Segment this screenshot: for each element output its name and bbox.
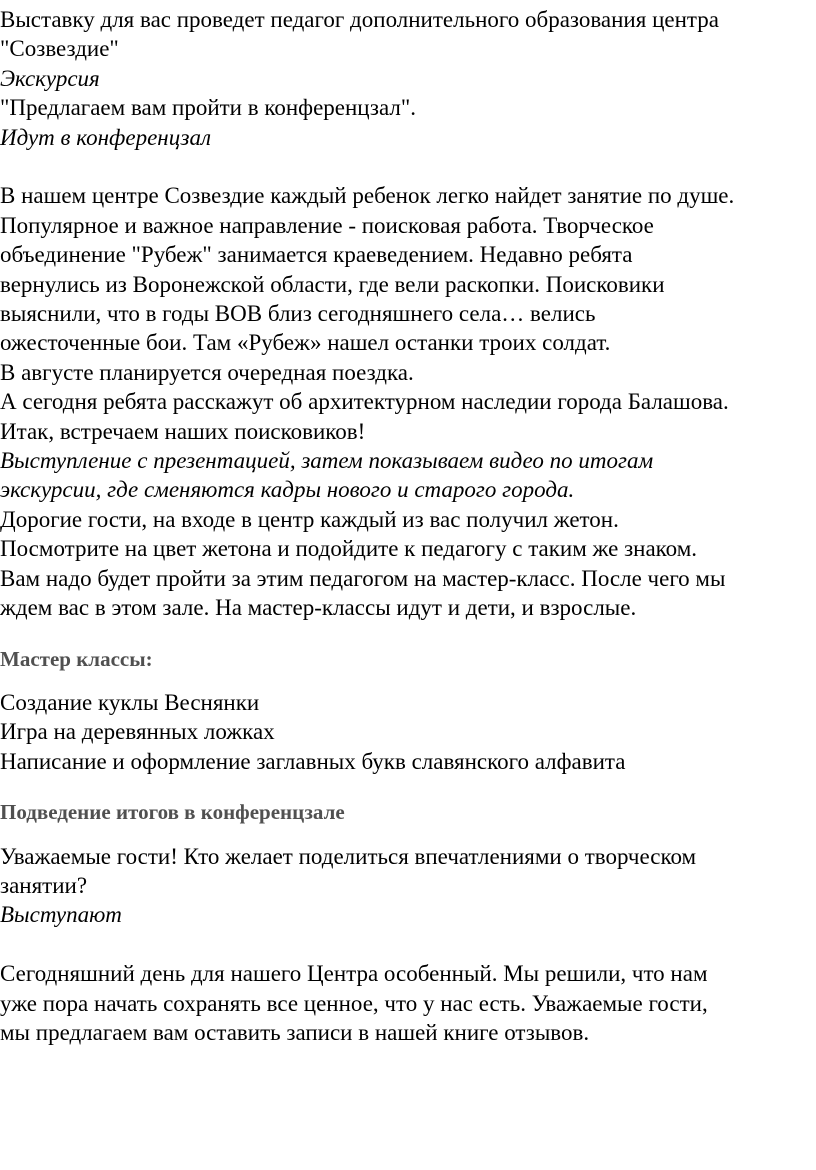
paragraph-line: Популярное и важное направление - поисковая работа. Творческое [0, 212, 654, 238]
stage-direction: Идут в конференцзал [0, 124, 211, 150]
paragraph-line: вернулись из Воронежской области, где вели раскопки. Поисковики [0, 271, 665, 297]
paragraph-spacer [0, 152, 816, 181]
paragraph-line: Вам надо будет пройти за этим педагогом на мастер-класс. После чего мы [0, 565, 726, 591]
section-heading: Мастер классы: [0, 646, 153, 671]
paragraph-line: уже пора начать сохранять все ценное, что у нас есть. Уважаемые гости, [0, 990, 708, 1016]
main-paragraph [0, 181, 816, 622]
paragraph-line: В августе планируется очередная поездка. [0, 359, 414, 385]
paragraph-line: Итак, встречаем наших поисковиков! [0, 418, 366, 444]
heading-spacer [0, 674, 816, 688]
heading-spacer [0, 828, 816, 842]
paragraph-line: мы предлагаем вам оставить записи в нашей книге отзывов. [0, 1019, 590, 1045]
stage-direction: Выступление с презентацией, затем показываем видео по итогам [0, 448, 654, 474]
section-spacer [0, 623, 816, 645]
intro-line: Выставку для вас проведет педагог дополнительного образования центра [0, 7, 719, 32]
paragraph-line: А сегодня ребята расскажут об архитектурном наследии города Балашова. [0, 389, 729, 415]
section-spacer [0, 776, 816, 798]
paragraph-line: ожесточенные бои. Там «Рубеж» нашел останки троих солдат. [0, 330, 611, 356]
paragraph-line: Посмотрите на цвет жетона и подойдите к педагогу с таким же знаком. [0, 536, 698, 562]
intro-section [0, 5, 816, 152]
intro-line: "Предлагаем вам пройти в конференцзал". [0, 95, 416, 121]
paragraph-spacer [0, 930, 816, 959]
intro-line: "Созвездие" [0, 36, 119, 62]
paragraph-line: Сегодняшний день для нашего Центра особенный. Мы решили, что нам [0, 961, 708, 987]
paragraph-line: выяснили, что в годы ВОВ близ сегодняшнего села… велись [0, 301, 596, 327]
paragraph-line: Дорогие гости, на входе в центр каждый из вас получил жетон. [0, 506, 619, 532]
paragraph-line: В нашем центре Созвездие каждый ребенок легко найдет занятие по душе. [0, 183, 735, 209]
summary-section [0, 798, 816, 1047]
list-item: Игра на деревянных ложках [0, 719, 275, 745]
list-item: Создание куклы Веснянки [0, 689, 260, 715]
paragraph-line: занятии? [0, 872, 88, 898]
stage-direction: экскурсии, где сменяются кадры нового и старого города. [0, 477, 575, 503]
section-heading: Подведение итогов в конференцзале [0, 800, 345, 825]
paragraph-line: объединение "Рубеж" занимается краеведением. Недавно ребята [0, 242, 633, 268]
paragraph-line: ждем вас в этом зале. На мастер-классы идут и дети, и взрослые. [0, 595, 637, 621]
stage-direction: Экскурсия [0, 65, 100, 91]
stage-direction: Выступают [0, 902, 122, 928]
list-item: Написание и оформление заглавных букв славянского алфавита [0, 748, 626, 774]
master-classes-section [0, 645, 816, 777]
paragraph-line: Уважаемые гости! Кто желает поделиться впечатлениями о творческом [0, 843, 697, 869]
